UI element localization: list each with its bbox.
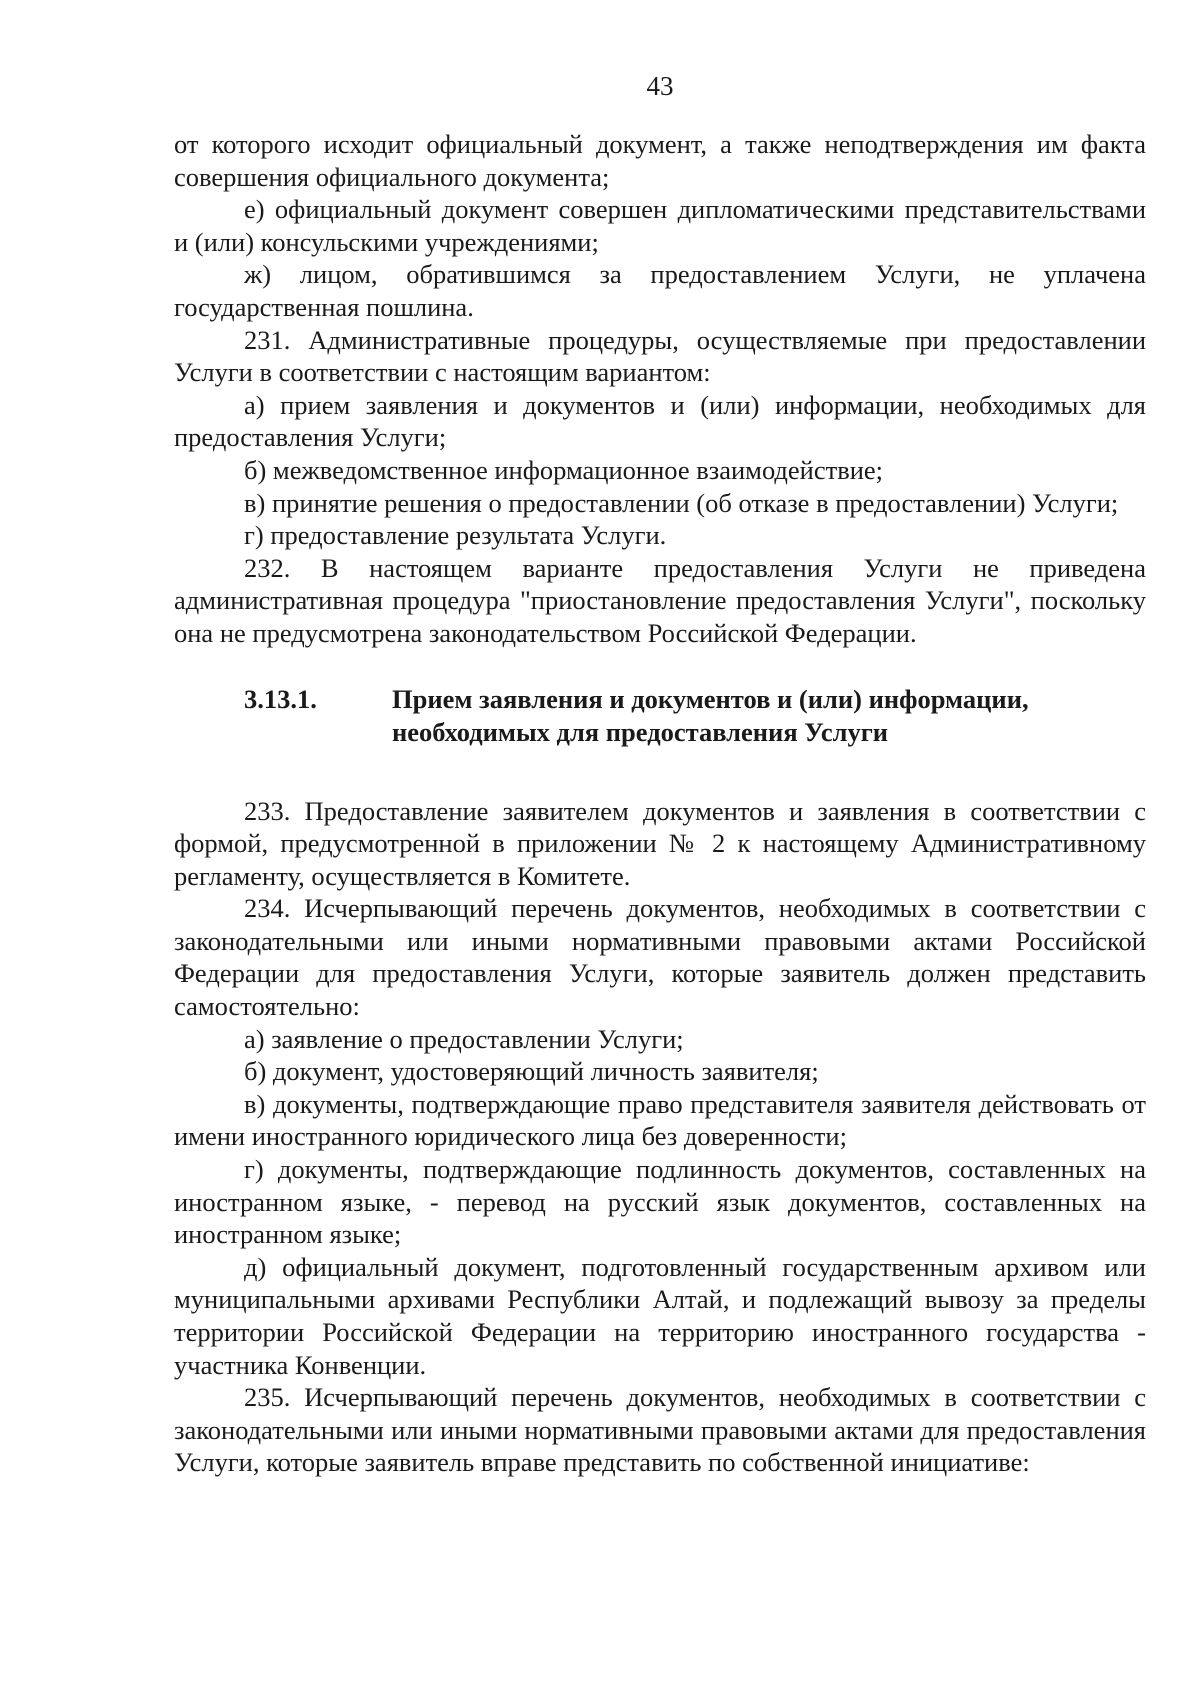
section-title-line-2: необходимых для предоставления Услуги — [392, 716, 889, 747]
paragraphs-after-heading — [174, 795, 1146, 1479]
paragraph: от которого исходит официальный документ, а также неподтверждения им факта совершения официального документа; — [174, 129, 1146, 192]
section-heading — [174, 683, 1146, 749]
paragraph: ж) лицом, обратившимся за предоставлением Услуги, не уплачена государственная пошлина. — [174, 259, 1146, 322]
paragraph: 235. Исчерпывающий перечень документов, необходимых в соответствии с законодательными или иными нормативными правовыми актами для предоставления Услуги, которые заявитель вправе представить по собственной инициативе: — [174, 1382, 1146, 1478]
paragraph: 233. Предоставление заявителем документов и заявления в соответствии с формой, предусмотренной в приложении № 2 к настоящему Административному регламенту, осуществляется в Комитете. — [174, 795, 1146, 891]
paragraph: г) предоставление результата Услуги. — [244, 520, 667, 551]
paragraph: г) документы, подтверждающие подлинность документов, составленных на иностранном языке, - перевод на русский язык документов, составленных на иностранном языке; — [174, 1154, 1146, 1250]
section-number: 3.13.1. — [244, 683, 317, 714]
paragraph: д) официальный документ, подготовленный государственным архивом или муниципальными архивами Республики Алтай, и подлежащий вывозу за пределы территории Российской Федерации на территорию иностранного государства - участника Конвенции. — [174, 1251, 1146, 1380]
document-page — [174, 0, 1146, 1698]
section-title — [392, 683, 1146, 749]
document-body — [174, 128, 1146, 1479]
paragraph: 234. Исчерпывающий перечень документов, необходимых в соответствии с законодательными или иными нормативными правовыми актами Российской Федерации для предоставления Услуги, которые заявитель должен представить самостоятельно: — [174, 893, 1146, 1022]
paragraph: е) официальный документ совершен дипломатическими представительствами и (или) консульскими учреждениями; — [174, 194, 1146, 257]
page-number: 43 — [646, 71, 674, 101]
paragraphs-before-heading — [174, 128, 1146, 650]
paragraph: 232. В настоящем варианте предоставления Услуги не приведена административная процедура "приостановление предоставления Услуги", поскольку она не предусмотрена законодательством Российской Федерации. — [174, 552, 1146, 648]
paragraph: а) заявление о предоставлении Услуги; — [244, 1023, 684, 1054]
paragraph: б) документ, удостоверяющий личность заявителя; — [244, 1056, 819, 1087]
paragraph: а) прием заявления и документов и (или) информации, необходимых для предоставления Услуги; — [174, 389, 1146, 453]
section-title-line-1: Прием заявления и документов и (или) информации, — [392, 683, 1029, 714]
paragraph: в) принятие решения о предоставлении (об отказе в предоставлении) Услуги; — [244, 487, 1119, 518]
paragraph: б) межведомственное информационное взаимодействие; — [244, 454, 884, 485]
paragraph: 231. Административные процедуры, осуществляемые при предоставлении Услуги в соответствии с настоящим вариантом: — [174, 324, 1146, 388]
paragraph: в) документы, подтверждающие право представителя заявителя действовать от имени иностранного юридического лица без доверенности; — [174, 1088, 1146, 1152]
